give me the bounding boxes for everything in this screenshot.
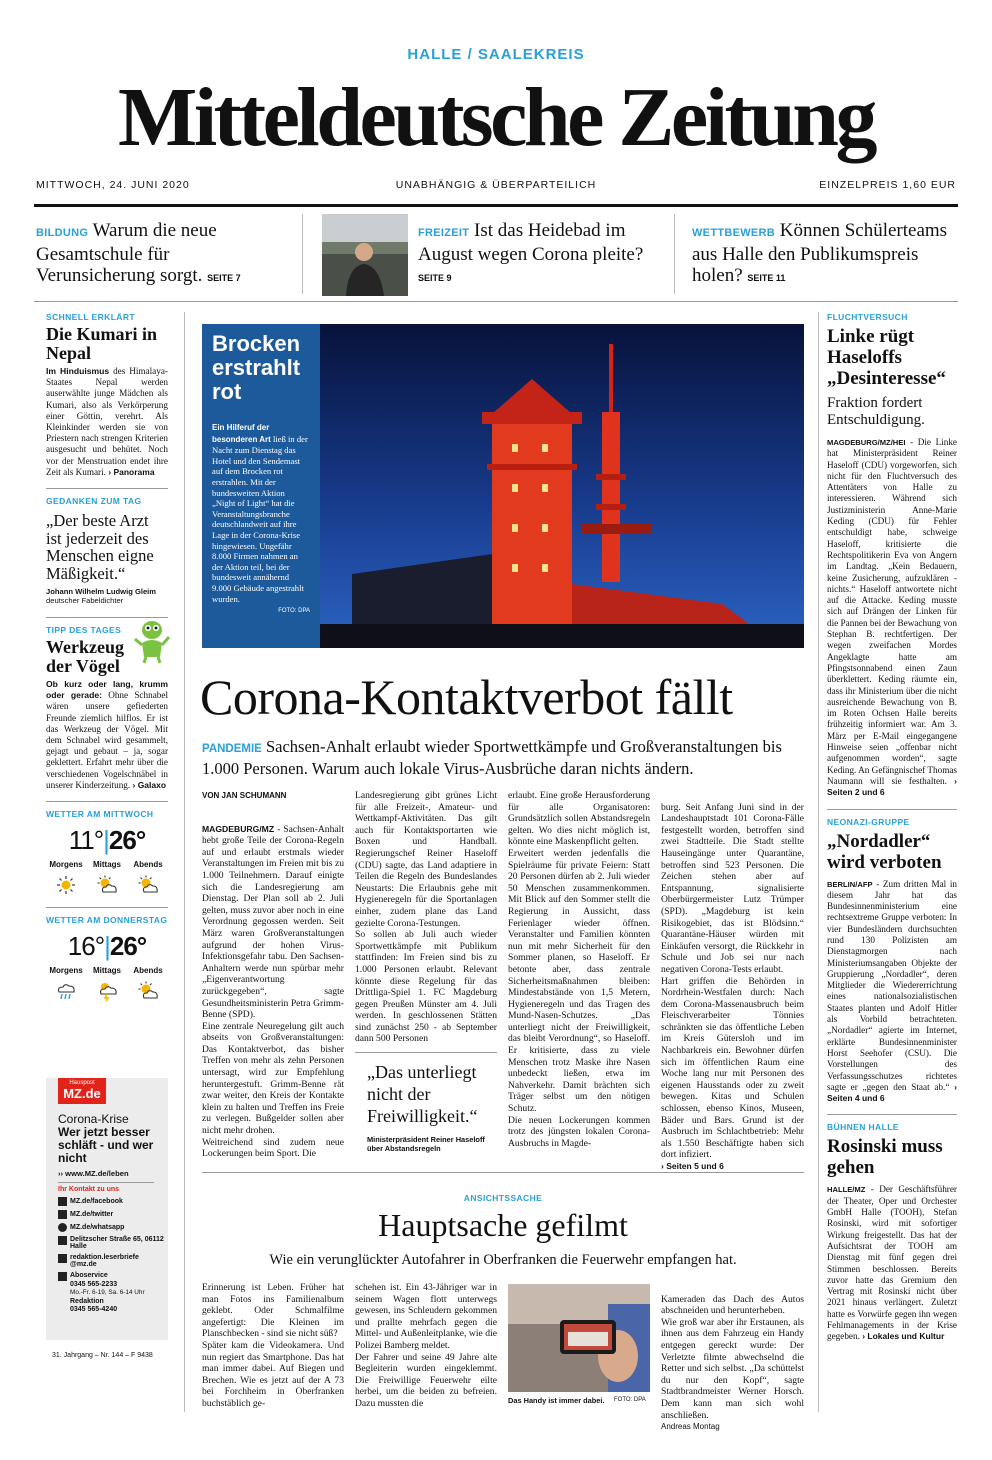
weather-label-noon: Mittags — [93, 966, 121, 976]
feature-col-3-text: Kameraden das Dach des Autos abschneiden und herunterheben. Wie groß war aber ihr Erstaunen, als ihnen aus dem Fahrzeug ein Handy entgegen gereckt wurde: Der Verletzte filmte abwechselnd die Retter und sich selbst. „Da schüttelst du nur den Kopf“, sagte Stadtbrandmeister Werner Horsch. Dem kann man sich wohl anschließen. — [661, 1293, 804, 1421]
rosinski-headline: Rosinski muss gehen — [827, 1136, 943, 1179]
weather-label-noon: Mittags — [93, 860, 121, 870]
feature-photo-caption: Das Handy ist immer dabei. — [508, 1396, 605, 1405]
phone-icon — [58, 1272, 67, 1281]
teaser-photo — [322, 214, 408, 296]
tip-headline: Werkzeug der Vögel — [46, 637, 124, 677]
red-phone: 0345 565-4240 — [70, 1306, 118, 1313]
teaser-kicker: WETTBEWERB — [692, 227, 776, 239]
contact-label: MZ.de/whatsapp — [70, 1224, 125, 1231]
contact-facebook[interactable] — [58, 1197, 166, 1206]
mz-logo-small: Hauspost — [69, 1080, 95, 1086]
nordadler-text — [827, 879, 957, 1105]
feature-kicker: ANSICHTSSACHE — [463, 1193, 543, 1203]
kumari-body: des Himalaya-Staates Nepal werden auserwählte junge Mädchen als Kumari, also als Verkörperung einer Göttin, verehrt. Als Kleinkinder werden sie von Priestern nach strengen Kriterien ausgesucht und behütet. Noch vor der Menstruation endet ihre Zeit als Kumari. — [46, 366, 168, 477]
page-ref[interactable]: › Seiten 5 und 6 — [661, 1161, 724, 1171]
contact-twitter[interactable] — [58, 1210, 166, 1219]
promo-line1: Corona-Krise — [58, 1112, 129, 1126]
pull-quote-author: Ministerpräsident Reiner Haseloff über Abstandsregeln — [367, 1135, 485, 1153]
contact-label: MZ.de/facebook — [70, 1198, 123, 1205]
teaser-page-ref: SEITE 9 — [418, 273, 452, 283]
divider — [827, 1114, 957, 1115]
feature-deck: Wie ein verunglückter Autofahrer in Oberfranken die Feuerwehr empfangen hat. — [269, 1252, 737, 1268]
mz-logo-text: MZ.de — [63, 1086, 101, 1101]
feature-photo-credit: FOTO: DPA — [614, 1397, 646, 1403]
weather-kicker: WETTER AM DONNERSTAG — [46, 915, 168, 926]
tip-text — [46, 679, 168, 791]
partly-cloudy-icon — [137, 981, 159, 1001]
nordadler-headline: „Nordadler“ wird verboten — [827, 830, 942, 873]
section-kicker: FLUCHTVERSUCH — [827, 312, 908, 322]
promo-url-label: www.MZ.de/leben — [65, 1169, 129, 1178]
photo-credit: FOTO: DPA — [278, 608, 310, 615]
teaser-text: Können Schülerteams aus Halle den Publikumspreis holen? — [692, 220, 948, 286]
divider — [827, 809, 957, 810]
lead-col-3: erlaubt. Eine große Herausforderung für alle Organisatoren: Grundsätzlich sollen Abstandsregeln gelten. Wo dies nicht möglich ist, könnte eine Maskenpflicht gelten. Erweitert werden jedenfalls die Spielräume für private Feiern: Statt 20 Personen dürfen ab 2. Juli wieder 50 Menschen zusammenkommen. Mit Blick auf den Sommer stellt die Regierung in Aussicht, dass Ferienlager wieder öffnen. Veranstalter und Familien könnten nun mit mehr Sicherheit für den Sommer planen, so Haseloff. Er betonte aber, dass zentrale Sicherheitsmaßnahmen bleiben: Mindestabstände von 1,5 Metern, Hygieneregeln und das Tragen des Mund-Nasen-Schutzes. „Das unterliegt nicht der Freiwilligkeit, das bleibt Verordnung“, so Haseloff. Er kritisierte, dass zu viele Menschen trotz Maske ihre Nasen unbedeckt ließen, etwa im Nahverkehr. Damit brächten sich Träger selbst um den nötigen Schutz. Die neuen Lockerungen kommen trotz des jüngsten lokalen Corona-Ausbruchs in Magde- — [508, 790, 650, 1149]
page-ref-label: Lokales und Kultur — [867, 1331, 945, 1342]
contact-label: redaktion.leserbriefe @mz.de — [70, 1254, 139, 1268]
lead-kicker: PANDEMIE — [202, 743, 262, 755]
motto: UNABHÄNGIG & ÜBERPARTEILICH — [395, 179, 597, 191]
lead-col-2: Landesregierung gibt grünes Licht für alle Freizeit-, Amateur- und Wettkampf-Aktivitäten. Das gilt auch für Kontaktsportarten wie Boxen und Handball. Regierungschef Reiner Haseloff (CDU) sagte, das Land adaptiere in Teilen die Regeln des Bundeslandes Neustarts: Die Erlaubnis gehe mit Hygieneregeln für die Sportanlagen einher, zudem plane das Land gezielte Corona-Testungen. So sollen ab Juli auch wieder Sportwettkämpfe mit Publikum stattfinden: Im Freien sind bis zu 1.000 Personen erlaubt. Relevant könnte diese Regelung für das Drittliga-Spiel 1. FC Magdeburg gegen Preußen Münster am 4. Juli werden. In geschlossenen Stätten sind zunächst 250 - ab September dann 500 Personen — [355, 790, 497, 1045]
kumari-text — [46, 366, 168, 478]
lead-col-4-text: burg. Seit Anfang Juni sind in der Landeshauptstadt 101 Corona-Fälle festgestellt worden, betroffen sind zwei Stadtteile. Die Stadt stellte Hauseingänge unter Quarantäne, betroffen sind 523 Personen. Die Zeichen stehen aber auf Entspannung, signalisierte Oberbürgermeister Lutz Trümper (SPD). „Magdeburg ist kein Risikogebiet, das ist Blödsinn.“ Quarantäne-Häuser würden mit Einkäufen versorgt, die Rückkehr in Schule und Job sei nur nach negativen Corona-Tests erlaubt. Hart griffen die Behörden in Nordrhein-Westfalen durch: Nach dem Corona-Massenausbruch beim Fleischverarbeiter Tönnies schränkten sie das öffentliche Leben im Kreis Gütersloh und im Nachbarkreis ein. Bewohner dürfen sich im öffentlichen Raum eine Woche lang nur mit Personen des eigenen Hausstands oder zu zweit bewegen. Kitas und Schulen schlossen, ebenso Kinos, Museen, Bäder und Bars. Grund ist der Ausbruch im Schlachtbetrieb: Mehr als 1.550 Beschäftigte haben sich dort infiziert. — [661, 801, 804, 1161]
feature-author: Andreas Montag — [661, 1422, 720, 1432]
divider — [674, 214, 675, 294]
haseloff-sub: Fraktion fordert Entschuldigung. — [827, 395, 925, 428]
temp-high: 26° — [109, 931, 147, 962]
haseloff-body: - Die Linke hat Ministerpräsident Reiner Haseloff (CDU) vorgeworfen, sich nicht für den Fluchtversuch des Attentäters von Halle zu interessieren. Während sich Justizministerin Anne-Marie Keding (CDU) für Fehler entschuldigt habe, schweige Haseloff, kritisierte die Rechtspolitikerin Eva von Angern im Landtag. „Kein Bedauern, keine Zusicherung, aufzuklären - nichts.“ Haseloff antwortete nicht auf die Attacke. Keding musste sich auf Drängen der Linken für die Pannen bei der Bewachung von Stephan B. rechtfertigen. Der wegen zweifachen Mordes Angeklagte hatte am Pfingstsonnabend einen Zaun überklettert. Keding räumte ein, dass ihr Ministerium über die nicht ausreichende Bewachung von B. im Roten Ochsen Halle bereits frühzeitig informiert war. Am 3. März per E-Mail eingegangene Hinweise seien „offenbar nicht aufgenommen worden“, sagte Keding. An Gefängnischef Thomas Naumann will sie festhalten. — [827, 437, 957, 786]
rosinski-body: - Der Geschäftsführer der Theater, Oper und Orchester GmbH Halle (TOOH), Stefan Rosinski, wird mit sofortiger Wirkung freigestellt. Das hat der Aufsichtsrat der TOOH am Dienstag mit fünf gegen drei Stimmen beschlossen. Bereits zuvor hatte das Gremium den Vertrag mit Rosinski nicht über 2021 hinaus verlängert. Zuletzt hatte es Vorwürfe gegen ihn wegen Fehlmanagements in der Krise gegeben. — [827, 1184, 957, 1342]
issue-date: MITTWOCH, 24. JUNI 2020 — [36, 179, 190, 191]
teaser-wettbewerb[interactable] — [692, 220, 954, 289]
teaser-bildung[interactable] — [36, 220, 276, 289]
teaser-freizeit[interactable] — [418, 220, 668, 289]
rain-icon — [55, 981, 77, 1001]
feature-col-1: Erinnerung ist Leben. Früher hat man Fotos ins Familienalbum geklebt. Oder Schmalfilme angefertigt: Die Kleinen im Planschbecken - sind sie nicht süß? Später kam die Videokamera. Und nun regiert das Smartphone. Das hat man immer dabei. Auf Biegen und Brechen. Wie es jetzt auf der A 73 bei Forchheim in Oberfranken buchstäblich ge- — [202, 1282, 344, 1409]
pull-quote-text: „Das unterliegt nicht der Freiwilligkeit.“ — [367, 1062, 478, 1126]
section-kicker: TIPP DES TAGES — [46, 625, 122, 636]
mz-promo-box[interactable] — [46, 1078, 168, 1340]
weather-label-morning: Morgens — [49, 966, 83, 976]
teaser-kicker: FREIZEIT — [418, 227, 470, 239]
temp-high: 26° — [108, 825, 146, 856]
page-ref[interactable]: › Lokales und Kultur — [862, 1331, 945, 1342]
feature-col-2: schehen ist. Ein 43-Jähriger war in seinem Wagen flott unterwegs gewesen, ins Schleudern gekommen und prallte mehrfach gegen die Mittel- und Außenleitplanke, wie die Polizei Bamberg meldet. Der Fahrer und seine 49 Jahre alte Begleiterin wurden eingeklemmt. Die Freiwillige Feuerwehr eilte herbei, um die beiden zu befreien. Dazu mussten die — [355, 1282, 497, 1409]
quote-text: „Der beste Arzt ist jederzeit des Menschen eigne Mäßigkeit.“ — [46, 511, 154, 583]
galaxo-alien-icon — [134, 617, 170, 663]
lead-col-1-text: - Sachsen-Anhalt hebt große Teile der Corona-Regeln auf und erlaubt erstmals wieder Veranstaltungen im Freien mit bis zu 1.000 Teilnehmern. Darauf einigte sich die Landesregierung am Dienstag. Der Plan soll ab 2. Juli gelten, muss zuvor aber noch in eine Verordnung gegossen werden. Seit März waren Großveranstaltungen aufgrund der hohen Virus-Infektionsgefahr tabu. Den Sachsen-Anhaltern werde nun spürbar mehr „Eigenverantwortung zurückgegeben“, sagte Gesundheitsministerin Petra Grimm-Benne (SPD). Eine zentrale Neuregelung gilt auch abseits von Großveranstaltungen: Das Kontaktverbot, das bisher Treffen von mehr als zehn Personen untersagt, wird zur Empfehlung heruntergestuft. Grimm-Benne rät zwar weiter, den Kreis der Kontakte klein zu halten und Treffen ins Freie zu verlegen. Bußgelder sollen aber nicht mehr drohen. Weitreichend sind zudem neue Lockerungen beim Sport. Die — [202, 823, 344, 1160]
nordadler-body: - Zum dritten Mal in diesem Jahr hat das Bundesinnenministerium eine rechtsextreme Gruppe verboten: In vier Bundesländern durchsuchten rund 130 Polizisten am Dienstagmorgen nach Ministeriumsangaben Objekte der Gruppierung „Nordadler“, deren Mitglieder die Wiedererrichtung eines nationalsozialistischen Staates planten und Adolf Hitler als Vorbild betrachteten. „Nordadler“ agierte im Internet, erklärte Bundesinnenminister Horst Seehofer (CSU). Die Vorstellungen des Verfassungsschutzes richtetes sagte er „gegen den Staat ab.“ — [827, 878, 958, 1092]
man-portrait-image — [322, 214, 408, 296]
partly-cloudy-icon — [137, 875, 159, 895]
divider — [46, 907, 168, 908]
left-column — [46, 312, 168, 1003]
masthead-rule — [34, 204, 958, 207]
temp-low: 16° — [67, 931, 105, 962]
weather-temps: 16°|26° — [67, 931, 147, 962]
photo-title: Brocken erstrahlt rot — [212, 331, 301, 404]
contact-label: MZ.de/twitter — [70, 1211, 114, 1218]
page-ref-label: Seiten 4 und 6 — [827, 1093, 885, 1104]
page-ref-label: Seiten 2 und 6 — [827, 787, 885, 798]
divider — [202, 1172, 804, 1173]
divider — [58, 1182, 154, 1183]
byline: VON JAN SCHUMANN — [202, 791, 287, 800]
whatsapp-icon — [58, 1223, 67, 1232]
page-ref-label: Panorama — [113, 466, 155, 477]
lead-deck-text: Sachsen-Anhalt erlaubt wieder Sportwettkämpfe und Großveranstaltungen bis 1.000 Personen. Warum auch lokale Virus-Ausbrüche daran nichts ändern. — [202, 737, 782, 778]
kumari-headline: Die Kumari in Nepal — [46, 324, 157, 363]
lead-headline: Corona-Kontaktverbot fällt — [200, 669, 733, 725]
photo-lead: Ein Hilferuf der besonderen Art — [212, 423, 271, 444]
issue-info: 31. Jahrgang – Nr. 144 – F 9438 — [52, 1352, 153, 1359]
page-ref-label: Galaxo — [137, 779, 167, 790]
price: EINZELPREIS 1,60 EUR — [819, 179, 956, 191]
teaser-rule — [34, 301, 958, 302]
divider — [355, 1052, 497, 1053]
quote-role: deutscher Fabeldichter — [46, 596, 124, 606]
nordadler-dateline: BERLIN/AFP — [827, 879, 873, 889]
weather-temps: 11°|26° — [68, 825, 146, 856]
weather-label-evening: Abends — [133, 966, 163, 976]
photo-caption: ließ in der Nacht zum Dienstag das Hotel und den Sendemast auf dem Brocken rot erstrahlen. Mit der bundesweiten Aktion „Night of Light“ hat die Veranstaltungsbranche deutschlandweit auf ihre Lage in der Corona-Krise hingewiesen. Ungefähr 8.000 Firmen nahmen an der Aktion teil, bei der bundesweit annähernd 9.000 Gebäude angestrahlt wurden. — [212, 433, 308, 604]
contact-label: Delitzscher Straße 65, 06112 Halle — [70, 1236, 164, 1250]
lead-col-1 — [202, 812, 344, 1160]
teaser-page-ref: SEITE 7 — [207, 273, 241, 283]
promo-url[interactable]: ›› www.MZ.de/leben — [58, 1169, 129, 1178]
weather-kicker: WETTER AM MITTWOCH — [46, 809, 154, 820]
photo-caption-panel — [202, 324, 320, 648]
abo-hours: Mo.-Fr. 6-19, Sa. 6-14 Uhr — [70, 1289, 145, 1296]
tip-body: Ohne Schnabel wären unsere gefiederten Freunde ziemlich hilflos. Er ist das Werkzeug der Vögel. Mit dem Schnabel wird gesammelt, gejagt und gebaut – ja, sogar geklettert. Erfahrt mehr über die verschiedenen Vogelschnäbel in unserer Kinderzeitung. — [46, 690, 168, 790]
contact-address — [58, 1236, 166, 1250]
teaser-kicker: BILDUNG — [36, 227, 89, 239]
page-ref[interactable]: › Seiten 2 und 6 — [827, 775, 957, 798]
right-column — [827, 312, 957, 1343]
feature-headline: Hauptsache gefilmt — [378, 1207, 628, 1243]
kumari-lead: Im Hinduismus — [46, 366, 110, 376]
teaser-text: Warum die neue Gesamtschule für Verunsicherung sorgt. — [36, 220, 217, 286]
twitter-icon — [58, 1210, 67, 1219]
red-head: Redaktion — [70, 1297, 104, 1305]
weather-label-morning: Morgens — [49, 860, 83, 870]
brocken-photo — [202, 324, 804, 648]
page-ref[interactable]: › Panorama — [108, 466, 155, 477]
contact-head: Ihr Kontakt zu uns — [58, 1186, 120, 1193]
haseloff-headline: Linke rügt Haseloffs „Desinteresse“ — [827, 326, 946, 389]
lead-col-4 — [661, 790, 804, 1171]
teaser-text: Ist das Heidebad im August wegen Corona pleite? — [418, 220, 644, 265]
partly-cloudy-icon — [96, 875, 118, 895]
abo-phone: 0345 565-2233 — [70, 1280, 118, 1288]
haseloff-dateline: MAGDEBURG/MZ/HEI — [827, 438, 906, 447]
contact-mail[interactable] — [58, 1254, 166, 1268]
page-ref-label: Seiten 5 und 6 — [666, 1161, 724, 1171]
facebook-icon — [58, 1197, 67, 1206]
section-kicker: NEONAZI-GRUPPE — [827, 816, 910, 827]
teaser-page-ref: SEITE 11 — [747, 273, 786, 283]
mail-icon — [58, 1254, 67, 1263]
feature-col-3 — [661, 1282, 804, 1432]
weather-label-evening: Abends — [133, 860, 163, 870]
lead-deck — [202, 737, 806, 778]
divider — [46, 488, 168, 489]
mz-logo — [58, 1078, 106, 1104]
divider — [818, 312, 819, 1412]
location-icon — [58, 1236, 67, 1245]
smartphone-photo — [508, 1284, 650, 1392]
quote-author: Johann Wilhelm Ludwig Gleim — [46, 587, 157, 597]
rosinski-dateline: HALLE/MZ — [827, 1185, 866, 1195]
abo-head: Aboservice — [70, 1272, 108, 1279]
divider — [302, 214, 303, 294]
divider — [46, 801, 168, 802]
pull-quote — [355, 1052, 497, 1153]
tip-lead: Ob kurz oder lang, krumm oder gerade: — [46, 679, 168, 701]
lead-dateline: MAGDEBURG/MZ — [202, 823, 275, 834]
promo-line2: Wer jetzt besser schläft - und wer nicht — [58, 1125, 154, 1165]
section-kicker: BÜHNEN HALLE — [827, 1122, 899, 1133]
section-kicker: GEDANKEN ZUM TAG — [46, 496, 142, 507]
region-label: HALLE / SAALEKREIS — [407, 46, 585, 63]
sun-icon — [56, 875, 76, 895]
thunder-icon — [96, 981, 118, 1001]
page-ref[interactable]: › Seiten 4 und 6 — [827, 1081, 958, 1104]
feature-photo — [508, 1284, 650, 1392]
page-ref[interactable]: › Galaxo — [132, 779, 167, 790]
divider — [184, 312, 185, 1412]
haseloff-text — [827, 437, 957, 799]
contact-whatsapp[interactable] — [58, 1223, 166, 1232]
rosinski-text — [827, 1184, 957, 1342]
section-kicker: SCHNELL ERKLÄRT — [46, 312, 135, 322]
newspaper-title: Mitteldeutsche Zeitung — [118, 71, 874, 164]
temp-low: 11° — [68, 825, 104, 856]
